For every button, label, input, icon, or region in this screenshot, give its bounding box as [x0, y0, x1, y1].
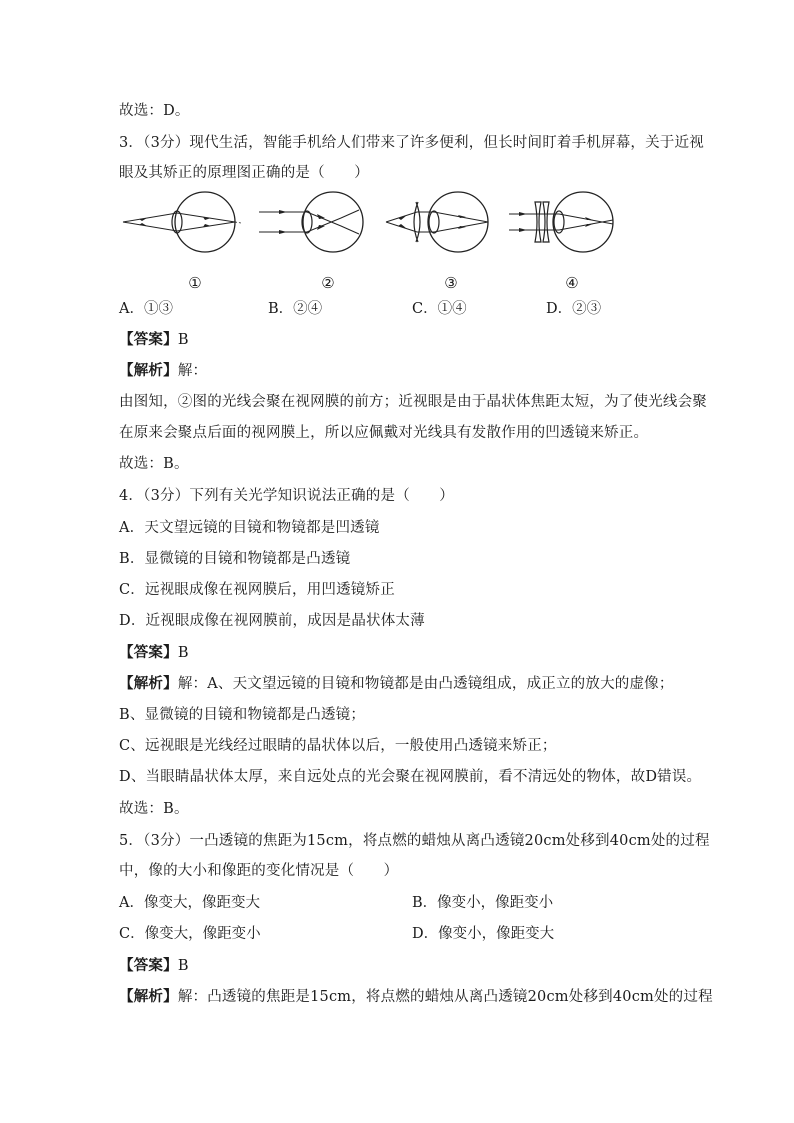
q3-analysis-line1: 由图知，②图的光线会聚在视网膜的前方；近视眼是由于晶状体焦距太短，为了使光线会聚 — [119, 394, 707, 410]
eye-diagram-4 — [505, 190, 617, 254]
eye-diagram-3 — [382, 190, 494, 254]
q3-option-a: A．①③ — [119, 301, 173, 317]
q3-stem-line1: 3．（3分）现代生活，智能手机给人们带来了许多便利，但长时间盯着手机屏幕，关于近视 — [119, 135, 704, 151]
figure-label-1: ① — [188, 274, 202, 292]
q5-option-c: C．像变大，像距变小 — [119, 926, 261, 942]
q4-analysis-line3: C、远视眼是光线经过眼睛的晶状体以后，一般使用凸透镜来矫正； — [119, 738, 557, 754]
q4-answer: 【答案】B — [119, 644, 189, 661]
q4-analysis-line4: D、当眼睛晶状体太厚，来自远处点的光会聚在视网膜前，看不清远处的物体，故D错误。 — [119, 769, 702, 785]
q3-option-c: C．①④ — [412, 301, 467, 317]
q4-analysis-line2: B、显微镜的目镜和物镜都是凸透镜； — [119, 707, 366, 723]
q5-stem-line1: 5．（3分）一凸透镜的焦距为15cm，将点燃的蜡烛从离凸透镜20cm处移到40cm处的过程 — [119, 833, 710, 849]
q3-conclusion: 故选：B。 — [119, 456, 189, 472]
q3-stem-line2: 眼及其矫正的原理图正确的是（ ） — [119, 165, 369, 181]
q3-option-d: D．②③ — [546, 301, 602, 317]
q3-option-b: B．②④ — [268, 301, 323, 317]
q4-conclusion: 故选：B。 — [119, 801, 189, 817]
q4-analysis-line1: 【解析】解：A、天文望远镜的目镜和物镜都是由凸透镜组成，成正立的放大的虚像； — [119, 675, 674, 692]
figure-label-4: ④ — [565, 274, 579, 292]
eye-diagram-1 — [119, 190, 241, 254]
q4-option-c: C．远视眼成像在视网膜后，用凹透镜矫正 — [119, 582, 395, 598]
q5-option-d: D．像变小，像距变大 — [412, 926, 555, 942]
q2-conclusion: 故选：D。 — [119, 103, 190, 119]
q5-answer: 【答案】B — [119, 957, 189, 974]
q5-option-a: A．像变大，像距变大 — [119, 895, 260, 911]
eye-diagram-2 — [255, 190, 367, 254]
q3-answer: 【答案】B — [119, 331, 189, 348]
q4-stem: 4．（3分）下列有关光学知识说法正确的是（ ） — [119, 488, 454, 504]
q4-option-b: B．显微镜的目镜和物镜都是凸透镜 — [119, 551, 351, 567]
q3-analysis-line2: 在原来会聚点后面的视网膜上，所以应佩戴对光线具有发散作用的凹透镜来矫正。 — [119, 425, 649, 441]
q4-option-a: A．天文望远镜的目镜和物镜都是凹透镜 — [119, 520, 380, 536]
figure-label-3: ③ — [444, 274, 458, 292]
q4-option-d: D．近视眼成像在视网膜前，成因是晶状体太薄 — [119, 613, 425, 629]
q5-analysis-line1: 【解析】解：凸透镜的焦距是15cm，将点燃的蜡烛从离凸透镜20cm处移到40cm处的过程 — [119, 988, 713, 1005]
q5-option-b: B．像变小，像距变小 — [412, 895, 554, 911]
figure-label-2: ② — [321, 274, 335, 292]
q3-analysis-head: 【解析】解： — [119, 362, 208, 379]
q5-stem-line2: 中，像的大小和像距的变化情况是（ ） — [119, 863, 399, 879]
